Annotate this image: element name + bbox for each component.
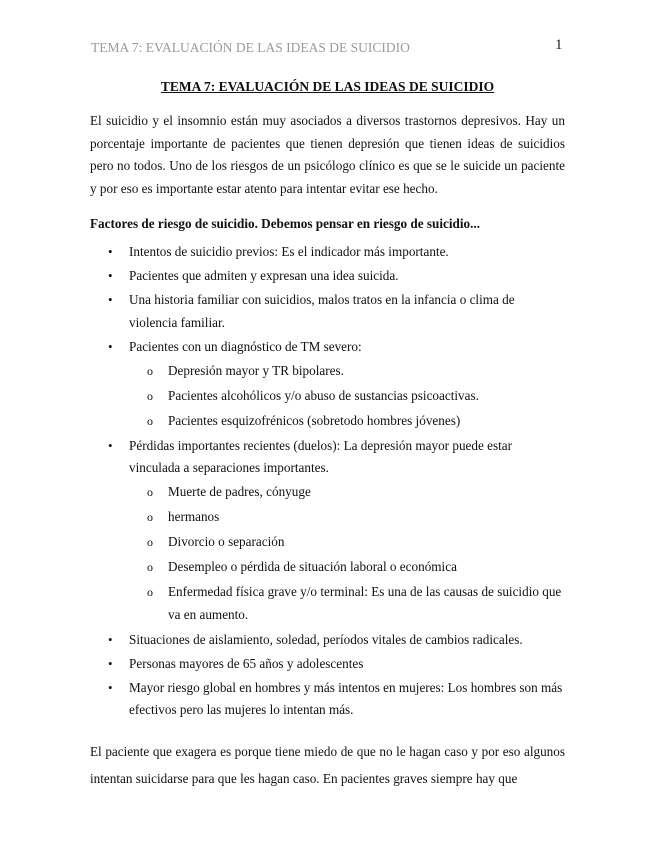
sub-list-item <box>129 410 565 433</box>
closing-paragraph: El paciente que exagera es porque tiene miedo de que no le hagan caso y por eso algunos intentan suicidarse para que les hagan caso. En pacientes graves siempre hay que <box>90 743 565 786</box>
bullet-icon: • <box>108 268 113 283</box>
list-item <box>90 653 565 676</box>
circle-bullet-icon: o <box>147 413 153 428</box>
list-item-text: Situaciones de aislamiento, soledad, períodos vitales de cambios radicales. <box>129 631 523 647</box>
list-item-text: Mayor riesgo global en hombres y más intentos en mujeres: Los hombres son más efectivos pero las mujeres lo intentan más. <box>129 679 563 717</box>
page-number: 1 <box>555 37 563 53</box>
sub-list-item-text: Divorcio o separación <box>168 534 285 549</box>
circle-bullet-icon: o <box>147 510 153 524</box>
bullet-icon: • <box>108 655 113 671</box>
sub-list <box>129 481 565 626</box>
list-item-text: Una historia familiar con suicidios, malos tratos en la infancia o clima de violencia familiar. <box>129 292 515 330</box>
risk-factor-list <box>90 241 565 722</box>
circle-bullet-icon: o <box>147 363 153 378</box>
sub-list-item-text: Pacientes esquizofrénicos (sobretodo hombres jóvenes) <box>168 412 461 428</box>
list-item <box>90 336 565 433</box>
list-item-text: Personas mayores de 65 años y adolescentes <box>129 655 364 671</box>
bullet-icon: • <box>108 437 113 453</box>
sub-list-item-text: Desempleo o pérdida de situación laboral o económica <box>168 559 457 574</box>
sub-list-item-text: Depresión mayor y TR bipolares. <box>168 362 344 378</box>
intro-paragraph: El suicidio y el insomnio están muy asociados a diversos trastornos depresivos. Hay un porcentaje importante de pacientes que tienen depresión que tienen ideas de suicidios pero no todos. Uno de los riesgos de un psicólogo clínico es que se le suicide un paciente y por eso es importante estar atento para intentar evitar ese hecho. <box>90 113 565 196</box>
list-item-text: Pérdidas importantes recientes (duelos): La depresión mayor puede estar vinculada a separaciones importantes. <box>129 437 513 475</box>
list-item <box>90 289 565 334</box>
sub-list-item-text: hermanos <box>168 509 220 524</box>
list-item <box>90 677 565 722</box>
sub-list-item <box>129 581 565 626</box>
sub-list-item <box>129 556 565 579</box>
sub-list-item <box>129 531 565 554</box>
circle-bullet-icon: o <box>147 388 153 403</box>
section-subheading: Factores de riesgo de suicidio. Debemos pensar en riesgo de suicidio... <box>90 216 480 231</box>
bullet-icon: • <box>108 244 113 259</box>
sub-list-item <box>129 385 565 408</box>
bullet-icon: • <box>108 679 113 695</box>
document-title: TEMA 7: EVALUACIÓN DE LAS IDEAS DE SUICIDIO <box>160 79 495 94</box>
sub-list-item-text: Enfermedad física grave y/o terminal: Es una de las causas de suicidio que va en aumento. <box>168 584 562 622</box>
list-item <box>90 265 565 288</box>
running-header: TEMA 7: EVALUACIÓN DE LAS IDEAS DE SUICIDIO <box>91 40 410 55</box>
sub-list-item <box>129 360 565 383</box>
circle-bullet-icon: o <box>147 585 153 599</box>
bullet-icon: • <box>108 338 113 354</box>
sub-list-item-text: Pacientes alcohólicos y/o abuso de sustancias psicoactivas. <box>168 387 479 403</box>
sub-list-item-text: Muerte de padres, cónyuge <box>168 484 311 499</box>
list-item-text: Pacientes con un diagnóstico de TM severo: <box>129 338 362 354</box>
bullet-icon: • <box>108 292 113 307</box>
circle-bullet-icon: o <box>147 485 153 499</box>
list-item-text: Intentos de suicidio previos: Es el indicador más importante. <box>129 244 449 259</box>
list-item <box>90 241 565 264</box>
circle-bullet-icon: o <box>147 535 153 549</box>
list-item <box>90 629 565 652</box>
list-item <box>90 435 565 627</box>
page-content <box>90 78 565 792</box>
sub-list <box>129 360 565 433</box>
list-item-text: Pacientes que admiten y expresan una idea suicida. <box>129 268 399 283</box>
sub-list-item <box>129 481 565 504</box>
bullet-icon: • <box>108 631 113 647</box>
circle-bullet-icon: o <box>147 560 153 574</box>
sub-list-item <box>129 506 565 529</box>
